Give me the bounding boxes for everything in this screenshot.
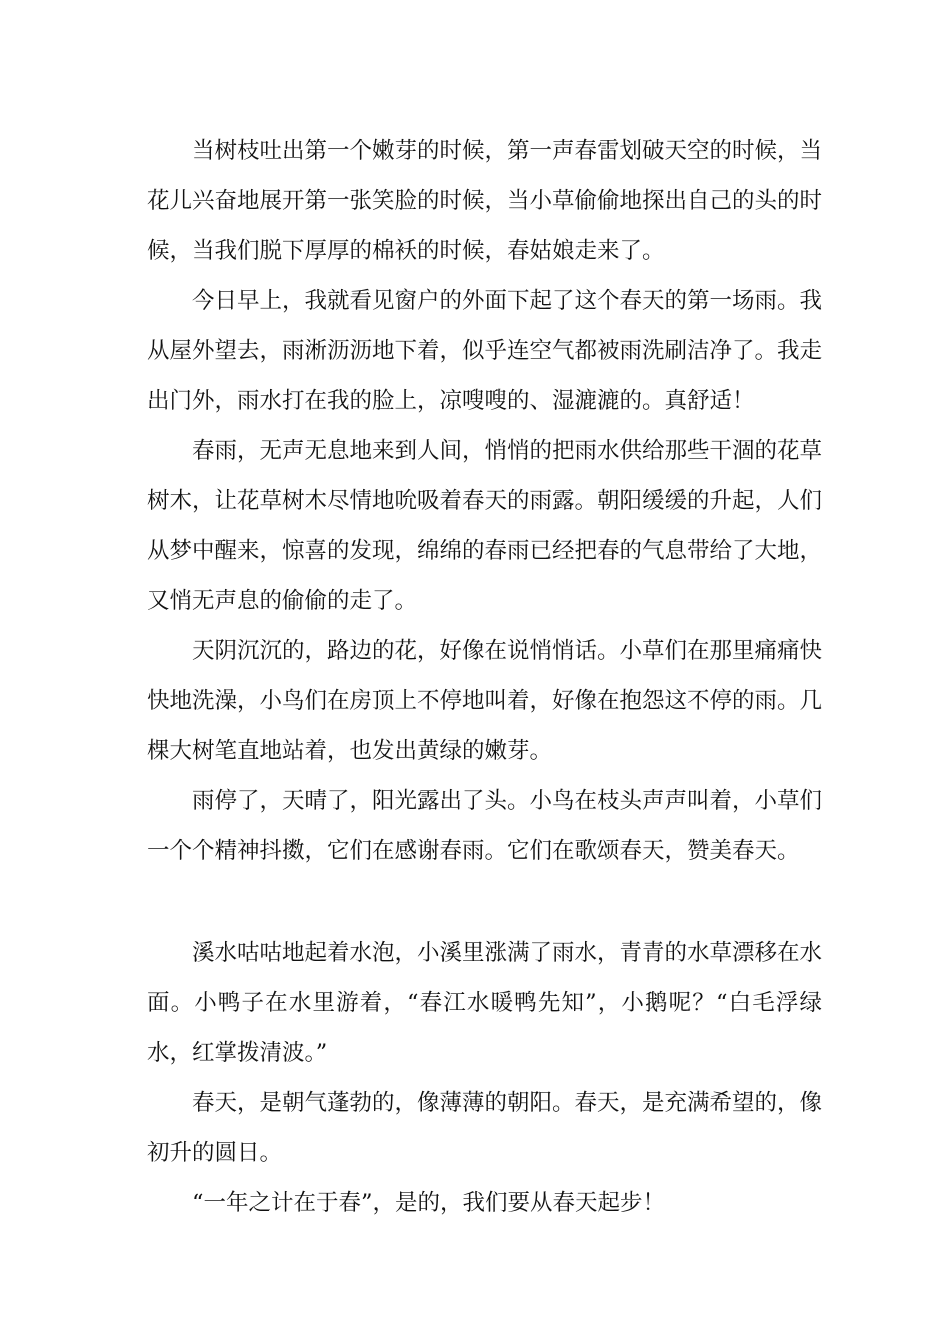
paragraph-4: 天阴沉沉的，路边的花，好像在说悄悄话。小草们在那里痛痛快快地洗澡，小鸟们在房顶上不停地叫着，好像在抱怨这不停的雨。几棵大树笔直地站着，也发出黄绿的嫩芽。: [147, 638, 823, 764]
paragraph-gap: [147, 876, 822, 928]
paragraph-7: 春天，是朝气蓬勃的，像薄薄的朝阳。春天，是充满希望的，像初升的圆日。: [147, 1090, 823, 1166]
paragraph-1: 当树枝吐出第一个嫩芽的时候，第一声春雷划破天空的时候，当花儿兴奋地展开第一张笑脸的时候，当小草偷偷地探出自己的头的时候，当我们脱下厚厚的棉袄的时候，春姑娘走来了。: [147, 138, 823, 264]
document-body: [147, 126, 822, 1228]
paragraph-5: 雨停了，天晴了，阳光露出了头。小鸟在枝头声声叫着，小草们一个个精神抖擞，它们在感谢春雨。它们在歌颂春天，赞美春天。: [147, 788, 823, 864]
paragraph-2: 今日早上，我就看见窗户的外面下起了这个春天的第一场雨。我从屋外望去，雨淅沥沥地下着，似乎连空气都被雨洗刷洁净了。我走出门外，雨水打在我的脸上，凉嗖嗖的、湿漉漉的。真舒适！: [147, 288, 823, 414]
paragraph-6: 溪水咕咕地起着水泡，小溪里涨满了雨水，青青的水草漂移在水面。小鸭子在水里游着，“春江水暖鸭先知”，小鹅呢？“白毛浮绿水，红掌拨清波。”: [147, 940, 823, 1066]
paragraph-3: 春雨，无声无息地来到人间，悄悄的把雨水供给那些干涸的花草树木，让花草树木尽情地吮吸着春天的雨露。朝阳缓缓的升起，人们从梦中醒来，惊喜的发现，绵绵的春雨已经把春的气息带给了大地，又悄无声息的偷偷的走了。: [147, 438, 823, 614]
paragraph-8: “一年之计在于春”，是的，我们要从春天起步！: [192, 1190, 666, 1216]
